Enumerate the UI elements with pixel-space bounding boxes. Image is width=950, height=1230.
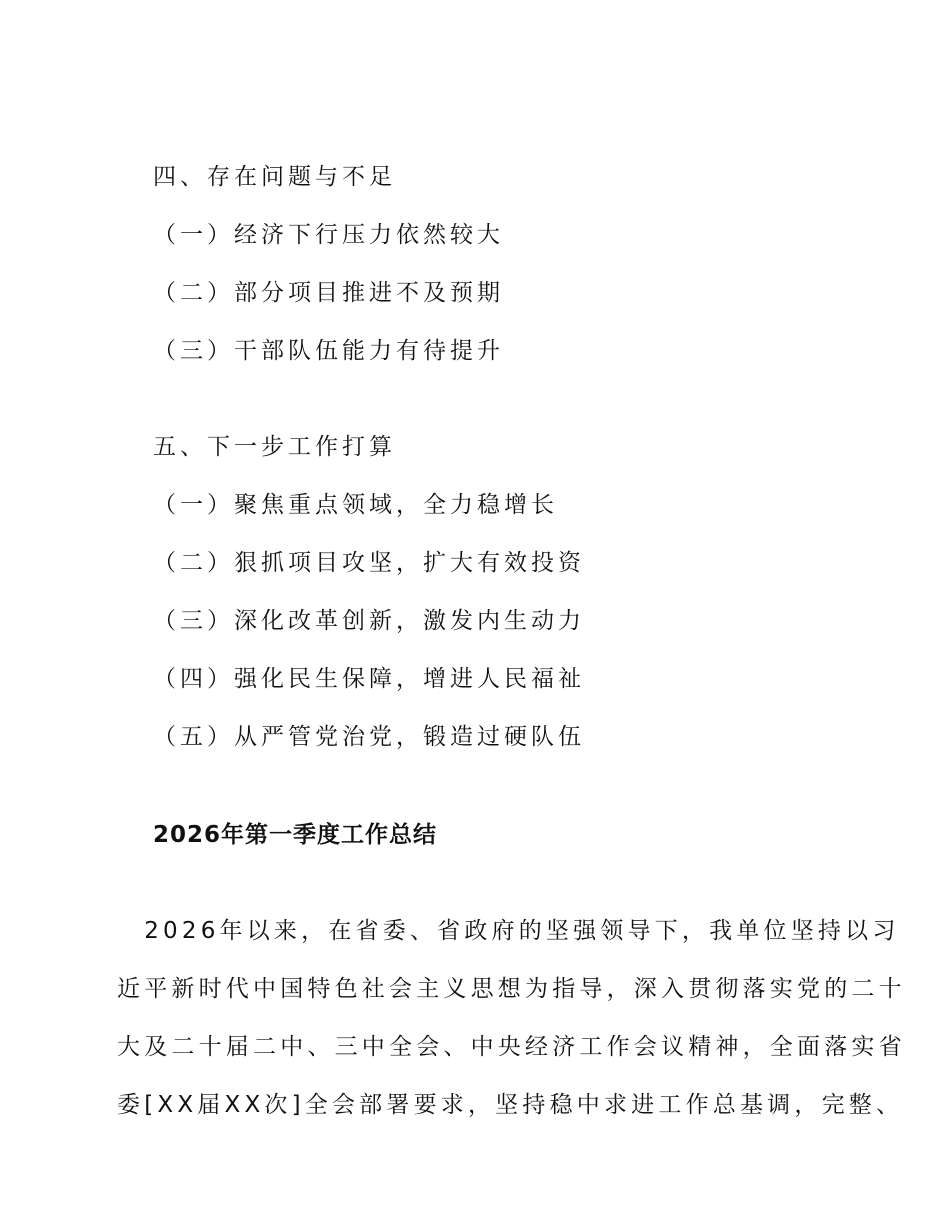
section-heading-next-steps: 五、下一步工作打算 <box>153 434 396 460</box>
plan-item-3: （三）深化改革创新，激发内生动力 <box>153 608 585 634</box>
paragraph-line-4: 委[XX届XX次]全会部署要求，坚持稳中求进工作总基调，完整、 <box>117 1092 904 1118</box>
plan-item-2: （二）狠抓项目攻坚，扩大有效投资 <box>153 550 585 576</box>
paragraph-line-1: 2026年以来，在省委、省政府的坚强领导下，我单位坚持以习 <box>117 918 900 944</box>
paragraph-line-3: 大及二十届二中、三中全会、中央经济工作会议精神，全面落实省 <box>117 1034 906 1060</box>
problem-item-1: （一）经济下行压力依然较大 <box>153 222 504 248</box>
paragraph-line-2: 近平新时代中国特色社会主义思想为指导，深入贯彻落实党的二十 <box>117 976 906 1002</box>
problem-item-2: （二）部分项目推进不及预期 <box>153 280 504 306</box>
plan-item-1: （一）聚焦重点领域，全力稳增长 <box>153 492 558 518</box>
problem-item-3: （三）干部队伍能力有待提升 <box>153 338 504 364</box>
section-heading-problems: 四、存在问题与不足 <box>153 164 396 190</box>
plan-item-4: （四）强化民生保障，增进人民福祉 <box>153 666 585 692</box>
document-title: 2026年第一季度工作总结 <box>153 822 438 848</box>
plan-item-5: （五）从严管党治党，锻造过硬队伍 <box>153 724 585 750</box>
